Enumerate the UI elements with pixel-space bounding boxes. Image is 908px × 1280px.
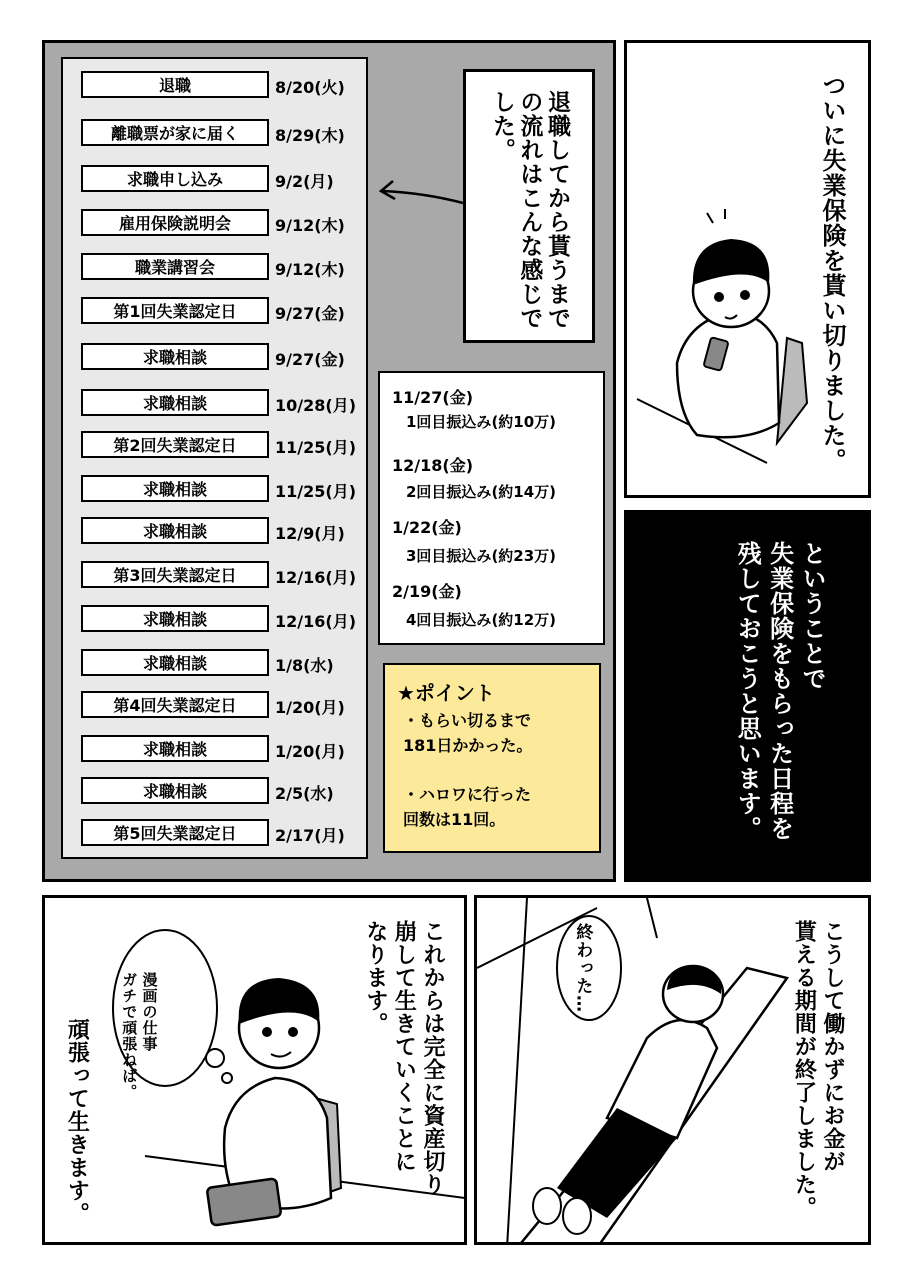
schedule-step-date: 10/28(月) <box>275 396 357 415</box>
schedule-step-label: 第2回失業認定日 <box>81 431 269 458</box>
schedule-step-date: 11/25(月) <box>275 482 357 501</box>
intro-panel <box>624 40 871 498</box>
schedule-step-date: 2/5(水) <box>275 784 334 803</box>
schedule-step-label: 求職相談 <box>81 735 269 762</box>
schedule-step-label: 求職相談 <box>81 475 269 502</box>
payment-box <box>378 371 605 645</box>
point-item: ・もらい切るまで 181日かかった。 <box>403 711 533 755</box>
schedule-step-label: 求職相談 <box>81 605 269 632</box>
narration-text: ということで 失業保険をもらった日程を 残しておこうと思います。 <box>733 541 826 841</box>
schedule-step-date: 11/25(月) <box>275 438 357 457</box>
schedule-step-label: 求職相談 <box>81 343 269 370</box>
schedule-step-date: 1/20(月) <box>275 698 345 717</box>
lying-panel <box>474 895 871 1245</box>
point-title: ★ポイント <box>397 681 495 705</box>
schedule-step-label: 求職相談 <box>81 777 269 804</box>
schedule-step-date: 8/20(火) <box>275 78 345 97</box>
thought-bubble-text: 漫画の仕事 ガチで頑張ねば。 <box>120 972 159 1100</box>
schedule-step-date: 12/16(月) <box>275 612 357 631</box>
schedule-step-label: 雇用保険説明会 <box>81 209 269 236</box>
schedule-step-date: 9/27(金) <box>275 350 345 369</box>
intro-caption: ついに失業保険を貰い切りました。 <box>818 73 846 473</box>
payment-date: 2/19(金) <box>392 582 462 601</box>
lying-caption: こうして働かずにお金が 貰える期間が終了しました。 <box>791 920 845 1219</box>
schedule-step-label: 職業講習会 <box>81 253 269 280</box>
point-box <box>383 663 601 853</box>
schedule-step-date: 9/12(木) <box>275 260 345 279</box>
schedule-panel <box>42 40 616 882</box>
schedule-step-date: 12/16(月) <box>275 568 357 587</box>
schedule-step-label: 求職相談 <box>81 649 269 676</box>
schedule-step-label: 求職相談 <box>81 517 269 544</box>
payment-desc: 1回目振込み(約10万) <box>406 413 557 431</box>
schedule-step-label: 退職 <box>81 71 269 98</box>
payment-date: 11/27(金) <box>392 388 474 407</box>
schedule-step-label: 第5回失業認定日 <box>81 819 269 846</box>
narration-panel <box>624 510 871 882</box>
schedule-step-date: 9/2(月) <box>275 172 334 191</box>
schedule-step-date: 9/12(木) <box>275 216 345 235</box>
payment-date: 1/22(金) <box>392 518 462 537</box>
schedule-step-date: 8/29(木) <box>275 126 345 145</box>
payment-date: 12/18(金) <box>392 456 474 475</box>
schedule-step-date: 1/8(水) <box>275 656 334 675</box>
flow-note: 退職してから貰うまでの流れはこんな感じでした。 <box>488 90 570 330</box>
payment-desc: 4回目振込み(約12万) <box>406 611 557 629</box>
schedule-step-date: 12/9(月) <box>275 524 345 543</box>
payment-desc: 3回目振込み(約23万) <box>406 547 557 565</box>
schedule-step-label: 第1回失業認定日 <box>81 297 269 324</box>
schedule-step-date: 9/27(金) <box>275 304 345 323</box>
working-panel <box>42 895 467 1245</box>
schedule-step-date: 1/20(月) <box>275 742 345 761</box>
point-item: ・ハロワに行った 回数は11回。 <box>403 785 532 829</box>
schedule-step-label: 第4回失業認定日 <box>81 691 269 718</box>
working-tail-caption: 頑張って生きます。 <box>64 1018 90 1225</box>
schedule-step-label: 第3回失業認定日 <box>81 561 269 588</box>
speech-bubble-text: 終わった… <box>572 923 593 1013</box>
schedule-step-label: 求職相談 <box>81 389 269 416</box>
working-caption: これからは完全に資産切り 崩して生きていくことに なります。 <box>362 920 445 1196</box>
payment-desc: 2回目振込み(約14万) <box>406 483 557 501</box>
schedule-step-label: 求職申し込み <box>81 165 269 192</box>
schedule-step-label: 離職票が家に届く <box>81 119 269 146</box>
schedule-step-date: 2/17(月) <box>275 826 345 845</box>
